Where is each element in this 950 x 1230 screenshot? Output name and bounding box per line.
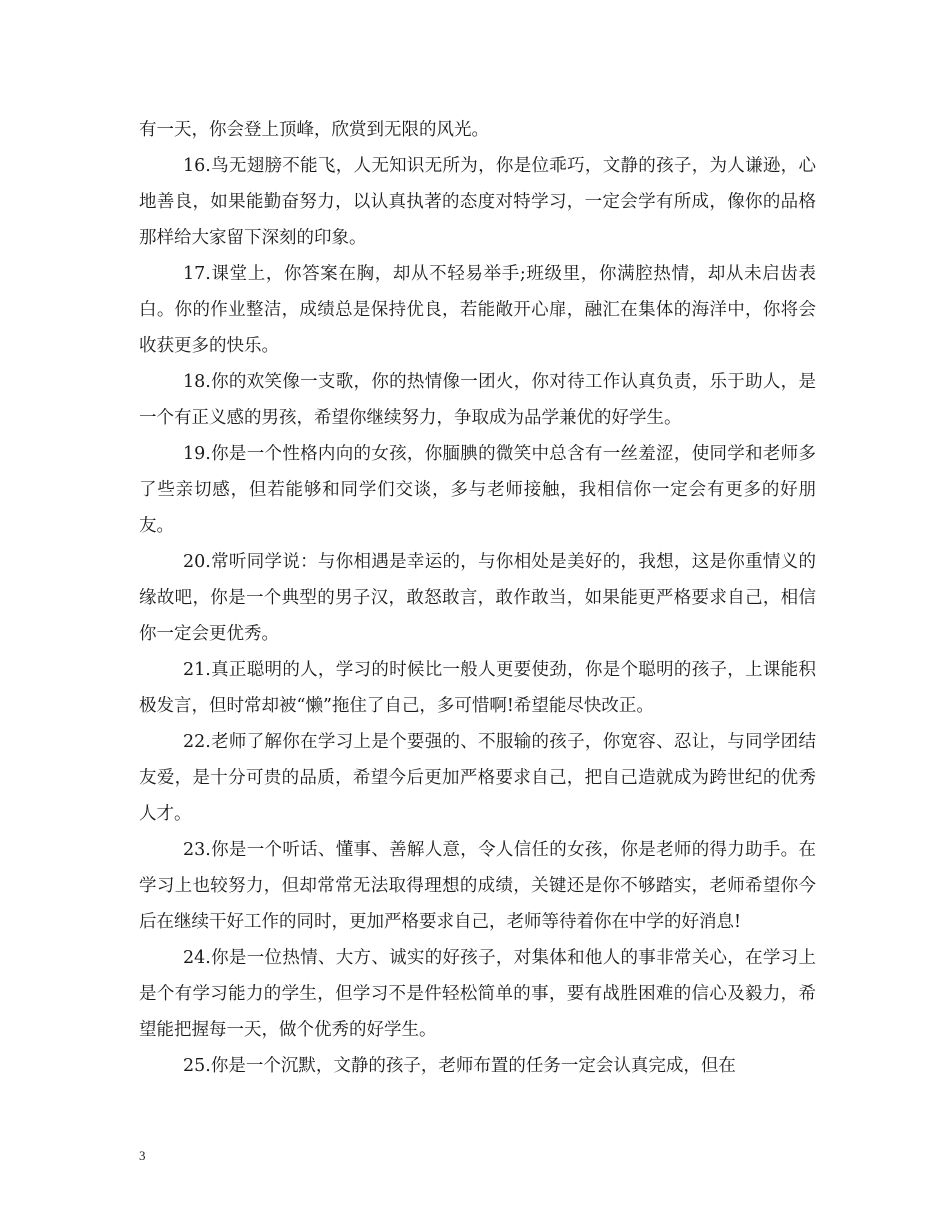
paragraph-19: 19.你是一个性格内向的女孩，你腼腆的微笑中总含有一丝羞涩，使同学和老师多了些亲切感，但若能够和同学们交谈，多与老师接触，我相信你一定会有更多的好朋友。 — [139, 444, 816, 536]
paragraph-22: 22.老师了解你在学习上是个要强的、不服输的孩子，你宽容、忍让，与同学团结友爱，是十分可贵的品质，希望今后更加严格要求自己，把自己造就成为跨世纪的优秀人才。 — [139, 732, 816, 824]
paragraph-23: 23.你是一个听话、懂事、善解人意，令人信任的女孩，你是老师的得力助手。在学习上也较努力，但却常常无法取得理想的成绩，关键还是你不够踏实，老师希望你今后在继续干好工作的同时，更加严格要求自己，老师等待着你在中学的好消息! — [139, 840, 816, 932]
paragraph-18: 18.你的欢笑像一支歌，你的热情像一团火，你对待工作认真负责，乐于助人，是一个有正义感的男孩，希望你继续努力，争取成为品学兼优的好学生。 — [139, 372, 816, 428]
document-body — [139, 112, 816, 1084]
page-number: 3 — [139, 1148, 146, 1163]
paragraph-16: 16.鸟无翅膀不能飞，人无知识无所为，你是位乖巧，文静的孩子，为人谦逊，心地善良，如果能勤奋努力，以认真执著的态度对特学习，一定会学有所成，像你的品格那样给大家留下深刻的印象。 — [139, 156, 816, 248]
paragraph-25: 25.你是一个沉默，文静的孩子，老师布置的任务一定会认真完成，但在 — [183, 1056, 736, 1076]
paragraph-20: 20.常听同学说：与你相遇是幸运的，与你相处是美好的，我想，这是你重情义的缘故吧，你是一个典型的男子汉，敢怒敢言，敢作敢当，如果能更严格要求自己，相信你一定会更优秀。 — [139, 552, 816, 644]
paragraph-24: 24.你是一位热情、大方、诚实的好孩子，对集体和他人的事非常关心，在学习上是个有学习能力的学生，但学习不是件轻松简单的事，要有战胜困难的信心及毅力，希望能把握每一天，做个优秀的好学生。 — [139, 948, 816, 1040]
paragraph-continuation: 有一天，你会登上顶峰，欣赏到无限的风光。 — [139, 120, 489, 140]
paragraph-21: 21.真正聪明的人，学习的时候比一般人更要使劲，你是个聪明的孩子，上课能积极发言，但时常却被“懒”拖住了自己，多可惜啊!希望能尽快改正。 — [139, 660, 816, 716]
paragraph-17: 17.课堂上，你答案在胸，却从不轻易举手;班级里，你满腔热情，却从未启齿表白。你的作业整洁，成绩总是保持优良，若能敞开心扉，融汇在集体的海洋中，你将会收获更多的快乐。 — [139, 264, 816, 356]
